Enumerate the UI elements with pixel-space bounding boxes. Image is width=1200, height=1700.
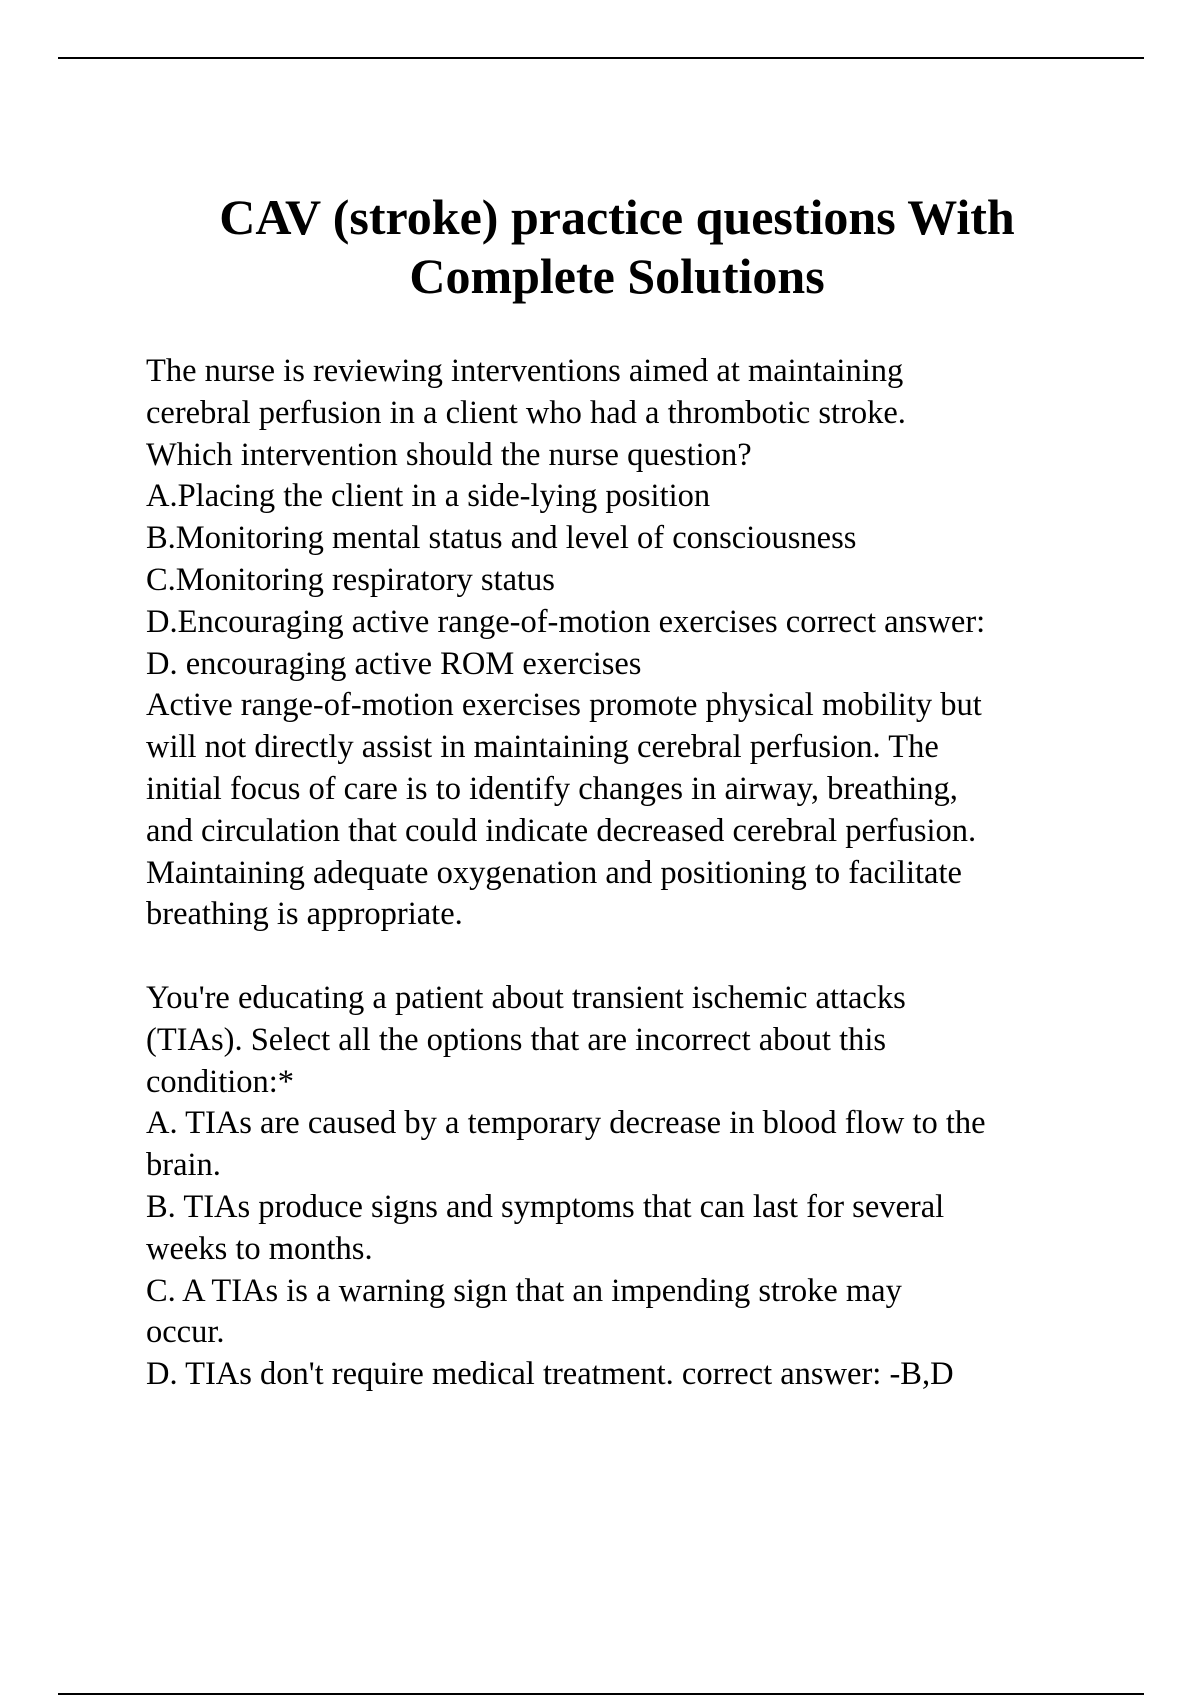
question2-stem-line: You're educating a patient about transient ischemic attacks (146, 979, 906, 1016)
paragraph-gap (146, 936, 1146, 978)
question1-rationale-line: will not directly assist in maintaining cerebral perfusion. The (146, 729, 939, 766)
question2-option-line: brain. (146, 1147, 221, 1184)
question2-option-line: B. TIAs produce signs and symptoms that can last for several (146, 1188, 945, 1225)
question1-option-d: D.Encouraging active range-of-motion exercises correct answer: (146, 603, 986, 640)
question2-option-line: C. A TIAs is a warning sign that an impending stroke may (146, 1272, 902, 1309)
title-line: CAV (stroke) practice questions With (219, 189, 1015, 245)
footer-rule (58, 1693, 1144, 1695)
question1-rationale-line: breathing is appropriate. (146, 896, 463, 933)
question1-option-a: A.Placing the client in a side-lying position (146, 478, 711, 515)
question1-stem-line: cerebral perfusion in a client who had a thrombotic stroke. (146, 394, 906, 431)
question1-stem-line: The nurse is reviewing interventions aimed at maintaining (146, 353, 904, 389)
question2-option-line: occur. (146, 1314, 225, 1351)
question1-stem-line: Which intervention should the nurse question? (146, 436, 752, 473)
title-line: Complete Solutions (409, 248, 825, 304)
question1-answer: D. encouraging active ROM exercises (146, 645, 642, 682)
question2-option-line: A. TIAs are caused by a temporary decrease in blood flow to the (146, 1105, 986, 1142)
page-title (58, 188, 1176, 306)
question1-rationale-line: Active range-of-motion exercises promote physical mobility but (146, 687, 982, 724)
question2-option-line: D. TIAs don't require medical treatment. correct answer: -B,D (146, 1356, 954, 1393)
question2-option-line: weeks to months. (146, 1230, 373, 1267)
question2-stem-line: condition:* (146, 1063, 295, 1100)
question1-rationale-line: and circulation that could indicate decreased cerebral perfusion. (146, 812, 977, 849)
question1-option-b: B.Monitoring mental status and level of consciousness (146, 520, 857, 557)
document-body (146, 351, 1146, 1396)
header-rule (58, 57, 1144, 59)
question1-rationale-line: initial focus of care is to identify changes in airway, breathing, (146, 770, 958, 807)
question2-stem-line: (TIAs). Select all the options that are incorrect about this (146, 1021, 887, 1058)
question1-option-c: C.Monitoring respiratory status (146, 561, 555, 598)
question1-rationale-line: Maintaining adequate oxygenation and positioning to facilitate (146, 854, 962, 891)
